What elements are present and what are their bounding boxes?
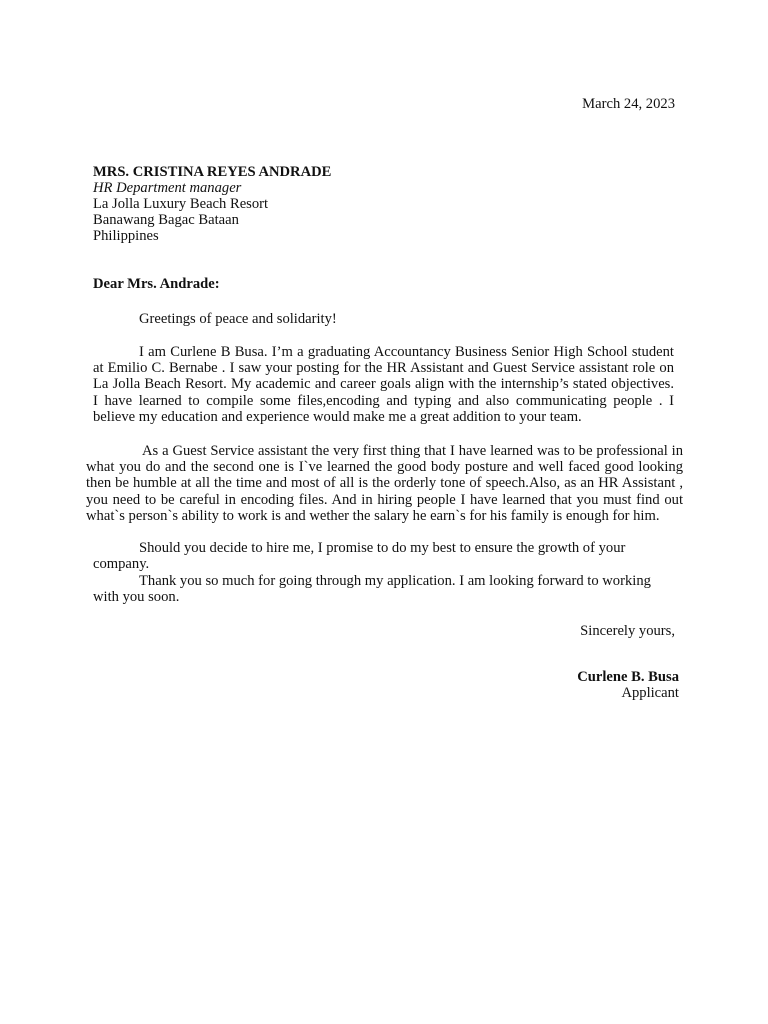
recipient-address: Banawang Bagac Bataan [93,212,239,228]
recipient-company: La Jolla Luxury Beach Resort [93,196,269,212]
signer-role: Applicant [621,685,679,701]
body-paragraph-promise: Should you decide to hire me, I promise to do my best to ensure the growth of your company. [93,540,626,573]
closing: Sincerely yours, [580,623,675,639]
signer-name: Curlene B. Busa [577,669,679,685]
body-paragraph-thanks: Thank you so much for going through my application. I am looking forward to working with you soon. [93,573,651,606]
recipient-title: HR Department manager [93,180,242,196]
recipient-country: Philippines [93,228,159,244]
greeting-text: Greetings of peace and solidarity! [139,311,337,327]
body-paragraph-greeting [93,311,683,327]
recipient-block [93,164,331,244]
recipient-name: MRS. CRISTINA REYES ANDRADE [93,164,332,180]
letter-date: March 24, 2023 [582,96,675,112]
body-paragraph-experience: As a Guest Service assistant the very first thing that I have learned was to be professional in what you do and the second one is I`ve learned the good body posture and well faced good looking then be humble at all the time and most of all is the orderly tone of speech.Also, as an HR Assistant , you need to be careful in encoding files. And in hiring people I have learned that you must find out what`s person`s ability to work is and wether the salary he earn`s for his family is enough for him. [86,443,683,524]
body-paragraph-intro: I am Curlene B Busa. I’m a graduating Accountancy Business Senior High School student at Emilio C. Bernabe . I saw your posting for the HR Assistant and Guest Service assistant role on La Jolla Beach Resort. My academic and career goals align with the internship’s stated objectives. I have learned to compile some files,encoding and typing and also communicating people . I believe my education and experience would make me a great addition to your team. [93,344,674,425]
signature-block [577,669,679,701]
salutation: Dear Mrs. Andrade: [93,276,220,292]
